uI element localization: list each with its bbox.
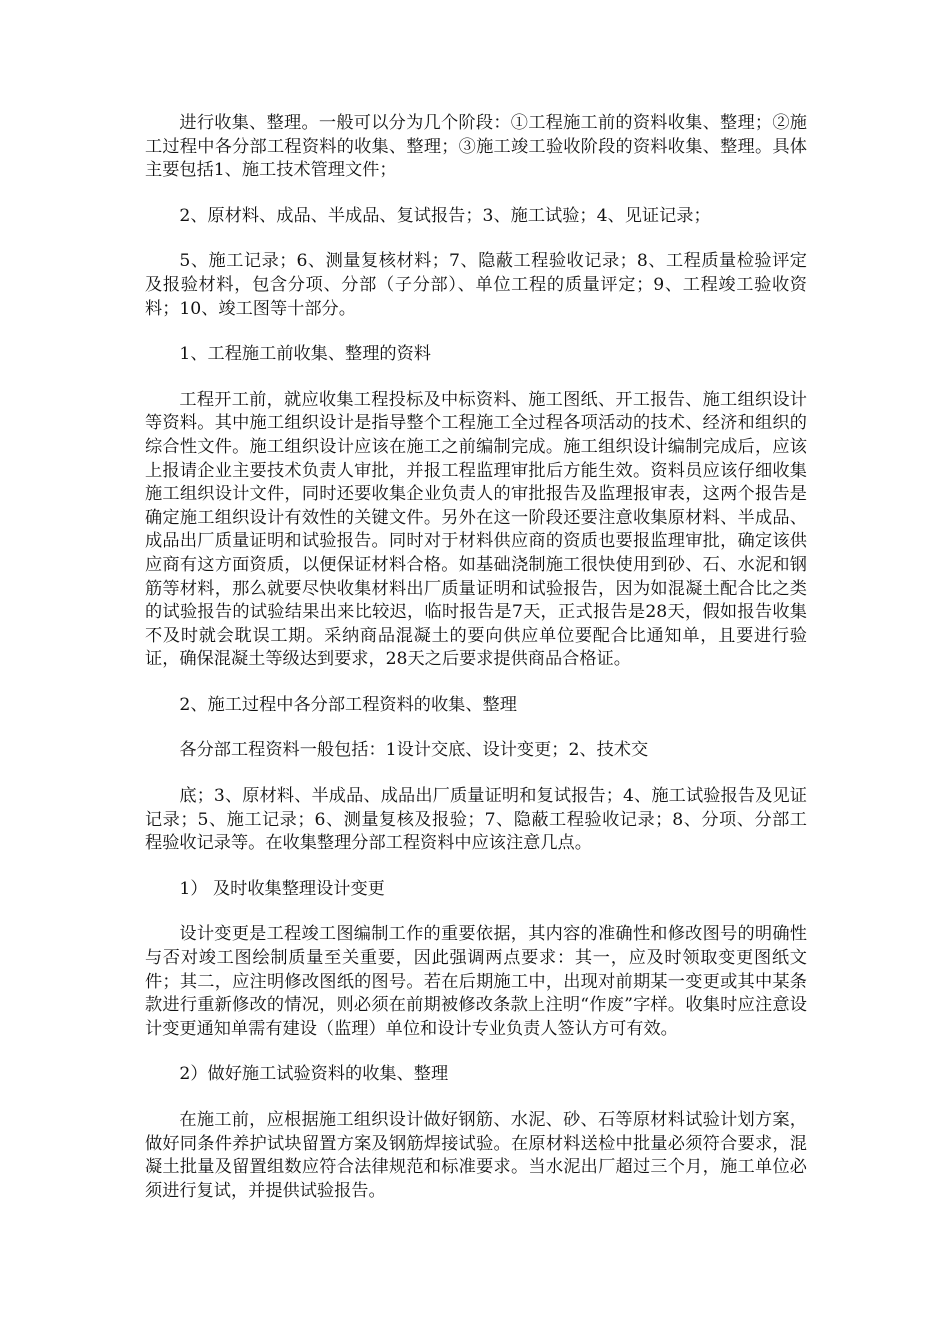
paragraph-test-materials: 在施工前，应根据施工组织设计做好钢筋、水泥、砂、石等原材料试验计划方案，做好同条件养护试块留置方案及钢筋焊接试验。在原材料送检中批量必须符合要求，混凝土批量及留置组数应符合法律规范和标准要求。当水泥出厂超过三个月，施工单位必须进行复试，并提供试验报告。 <box>145 1110 807 1201</box>
subheading-design-changes: 1） 及时收集整理设计变更 <box>179 878 385 899</box>
paragraph-subsection-list: 底；3、原材料、半成品、成品出厂质量证明和复试报告；4、施工试验报告及见证记录；5、施工记录；6、测量复核及报验；7、隐蔽工程验收记录；8、分项、分部工程验收记录等。在收集整理分部工程资料中应该注意几点。 <box>145 786 807 854</box>
section-heading-2: 2、施工过程中各分部工程资料的收集、整理 <box>179 694 517 715</box>
paragraph-design-changes: 设计变更是工程竣工图编制工作的重要依据，其内容的准确性和修改图号的明确性与否对竣工图绘制质量至关重要，因此强调两点要求：其一，应及时领取变更图纸文件；其二，应注明修改图纸的图号。若在后期施工中，出现对前期某一变更或其中某条款进行重新修改的情况，则必须在前期被修改条款上注明“作废”字样。收集时应注意设计变更通知单需有建设（监理）单位和设计专业负责人签认方可有效。 <box>145 924 807 1039</box>
subheading-test-materials: 2）做好施工试验资料的收集、整理 <box>179 1064 449 1085</box>
paragraph-intro: 进行收集、整理。一般可以分为几个阶段：①工程施工前的资料收集、整理；②施工过程中各分部工程资料的收集、整理；③施工竣工验收阶段的资料收集、整理。具体主要包括1、施工技术管理文件； <box>145 113 807 181</box>
paragraph-list-continuation: 2、原材料、成品、半成品、复试报告；3、施工试验；4、见证记录； <box>179 205 711 226</box>
section-heading-1: 1、工程施工前收集、整理的资料 <box>179 344 431 365</box>
paragraph-pre-construction: 工程开工前，就应收集工程投标及中标资料、施工图纸、开工报告、施工组织设计等资料。其中施工组织设计是指导整个工程施工全过程各项活动的技术、经济和组织的综合性文件。施工组织设计应该在施工之前编制完成。施工组织设计编制完成后，应该上报请企业主要技术负责人审批，并报工程监理审批后方能生效。资料员应该仔细收集施工组织设计文件，同时还要收集企业负责人的审批报告及监理报审表，这两个报告是确定施工组织设计有效性的关键文件。另外在这一阶段还要注意收集原材料、半成品、成品出厂质量证明和试验报告。同时对于材料供应商的资质也要报监理审批，确定该供应商有这方面资质，以便保证材料合格。如基础浇制施工很快使用到砂、石、水泥和钢筋等材料，那么就要尽快收集材料出厂质量证明和试验报告，因为如混凝土配合比之类的试验报告的试验结果出来比较迟，临时报告是7天，正式报告是28天，假如报告收集不及时就会耽误工期。采纳商品混凝土的要向供应单位要配合比通知单，且要进行验证，确保混凝土等级达到要求，28天之后要求提供商品合格证。 <box>145 389 807 670</box>
paragraph-subsection-intro: 各分部工程资料一般包括：1设计交底、设计变更；2、技术交 <box>179 740 649 761</box>
document-body <box>145 112 807 1225</box>
paragraph-list-items: 5、施工记录；6、测量复核材料；7、隐蔽工程验收记录；8、工程质量检验评定及报验材料，包含分项、分部（子分部）、单位工程的质量评定；9、工程竣工验收资料；10、竣工图等十部分。 <box>145 251 807 319</box>
